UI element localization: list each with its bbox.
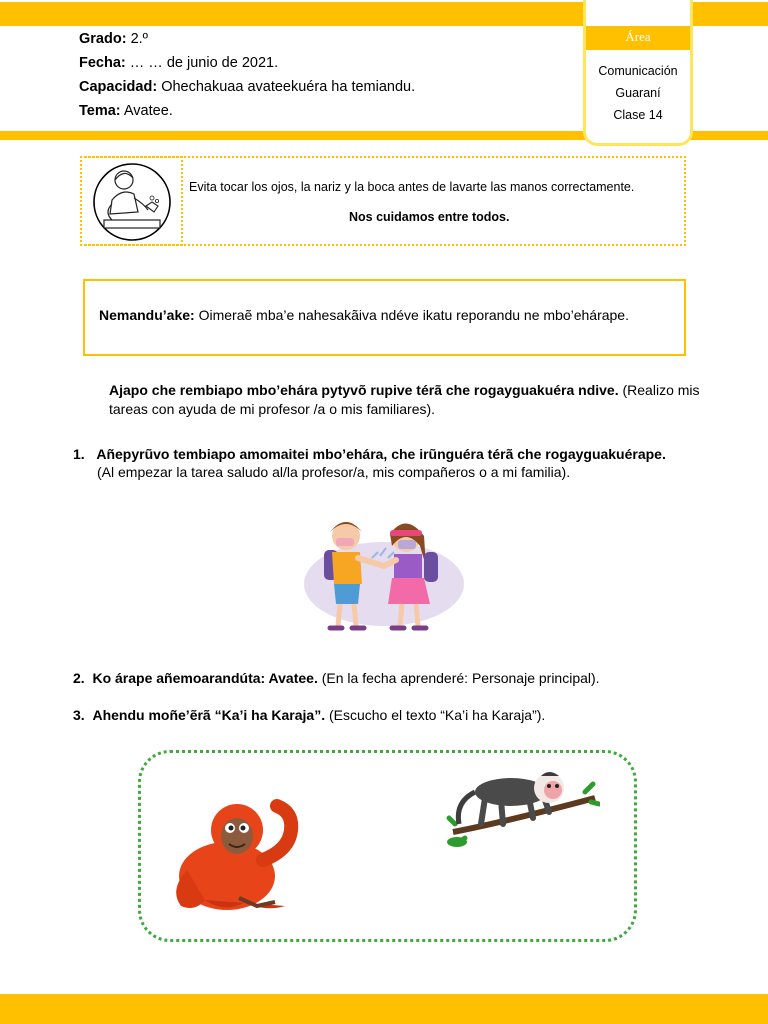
step-1-number: 1. xyxy=(73,446,85,462)
area-language: Guaraní xyxy=(615,86,661,100)
step-2 xyxy=(73,669,733,688)
reminder-text xyxy=(99,307,629,323)
step-2-bold: Ko árape añemoarandúta: Avatee. xyxy=(92,670,318,686)
footer-banner xyxy=(0,994,768,1024)
capacidad-value: Ohechakuaa avateekuéra ha temiandu. xyxy=(161,79,416,95)
step-1-bold: Añepyrũvo tembiapo amomaitei mbo’ehára, che irũnguéra térã che rogayguakuérape. xyxy=(96,446,666,462)
monkey-illustration xyxy=(445,762,600,854)
capacidad-label: Capacidad: xyxy=(79,79,158,95)
orangutan-illustration xyxy=(165,790,300,918)
fecha-value: … … de junio de 2021. xyxy=(129,55,279,71)
step-3 xyxy=(73,706,733,725)
tema-label: Tema: xyxy=(79,103,121,119)
step-3-bold: Ahendu moñe’ẽrã “Ka’i ha Karaja”. xyxy=(92,707,326,723)
grado-value: 2.º xyxy=(130,31,148,47)
reminder-label: Nemandu’ake: xyxy=(99,307,195,323)
handwashing-icon xyxy=(82,158,181,244)
step-1 xyxy=(73,445,713,464)
grado-line xyxy=(79,30,148,48)
greeting-girls-illustration xyxy=(298,512,470,640)
fecha-label: Fecha: xyxy=(79,55,126,71)
tema-value: Avatee. xyxy=(123,103,173,119)
step-2-number: 2. xyxy=(73,670,85,686)
step-3-translation: (Escucho el texto “Ka’i ha Karaja”). xyxy=(328,707,546,723)
step-2-translation: (En la fecha aprenderé: Personaje principal). xyxy=(321,670,600,686)
monkey-icon xyxy=(445,762,600,854)
hygiene-tip-text: Evita tocar los ojos, la nariz y la boca antes de lavarte las manos correctamente. xyxy=(189,180,635,194)
area-subject: Comunicación xyxy=(598,64,678,78)
intro-paragraph xyxy=(109,381,709,419)
fecha-line xyxy=(79,54,278,72)
area-box xyxy=(583,0,693,146)
tema-line xyxy=(79,102,173,120)
area-title: Área xyxy=(586,26,690,50)
area-class: Clase 14 xyxy=(613,108,663,122)
step-3-number: 3. xyxy=(73,707,85,723)
capacidad-line xyxy=(79,78,415,96)
hygiene-tip-slogan: Nos cuidamos entre todos. xyxy=(349,210,510,224)
intro-bold: Ajapo che rembiapo mbo’ehára pytyvõ rupive térã che rogayguakuéra ndive. xyxy=(109,382,619,398)
handwashing-illustration xyxy=(80,156,183,246)
greeting-girls-icon xyxy=(298,512,470,640)
reminder-body: Oimeraẽ mba’e nahesakãiva ndéve ikatu reporandu ne mbo’ehárape. xyxy=(198,307,629,323)
step-1-translation: (Al empezar la tarea saludo al/la profesor/a, mis compañeros o a mi familia). xyxy=(97,464,571,480)
intro-normal: (Realizo mis tareas con ayuda de mi profesor /a o mis familiares). xyxy=(109,382,700,417)
grado-label: Grado: xyxy=(79,31,127,47)
orangutan-icon xyxy=(165,790,300,918)
